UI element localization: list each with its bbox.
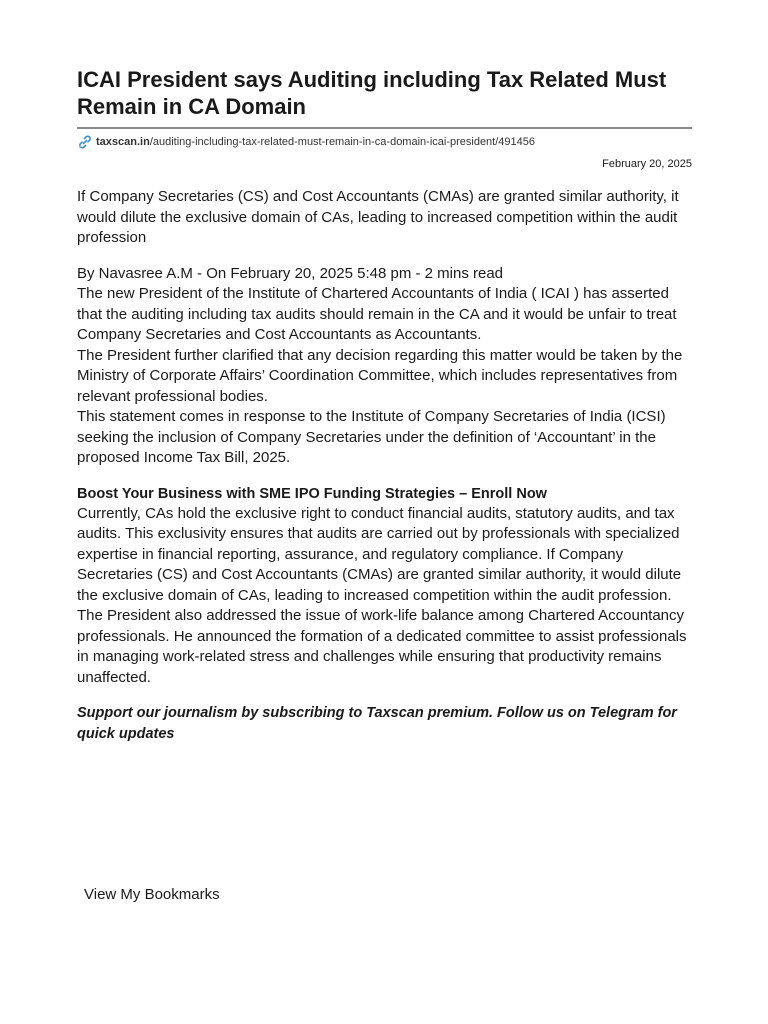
source-domain[interactable]: taxscan.in bbox=[96, 136, 150, 148]
promo-link[interactable]: Boost Your Business with SME IPO Funding Strategies – Enroll Now bbox=[77, 485, 547, 502]
source-url[interactable] bbox=[77, 134, 692, 150]
view-bookmarks-link[interactable]: View My Bookmarks bbox=[84, 886, 220, 903]
article-lede: If Company Secretaries (CS) and Cost Accountants (CMAs) are granted similar authority, it would dilute the exclusive domain of CAs, leading to increased competition within the audit profession bbox=[77, 188, 679, 246]
source-path[interactable]: /auditing-including-tax-related-must-remain-in-ca-domain-icai-president/491456 bbox=[149, 136, 535, 148]
paragraph: The new President of the Institute of Chartered Accountants of India ( ICAI ) has asserted that the auditing including tax audits should remain in the CA and it would be unfair to treat Company Secretaries and Cost Accountants as Accountants. bbox=[77, 285, 677, 343]
paragraph: Currently, CAs hold the exclusive right to conduct financial audits, statutory audits, and tax audits. This exclusivity ensures that audits are carried out by professionals with specialized expertise in financial reporting, assurance, and regulatory compliance. If Company Secretaries (CS) and Cost Accountants (CMAs) are granted similar authority, it would dilute the exclusive domain of CAs, leading to increased competition within the audit profession. bbox=[77, 504, 682, 604]
publish-date: February 20, 2025 bbox=[602, 158, 692, 170]
paragraph: The President further clarified that any decision regarding this matter would be taken by the Ministry of Corporate Affairs’ Coordination Committee, which includes representatives from relevant professional bodies. bbox=[77, 346, 683, 405]
article-byline: By Navasree A.M - On February 20, 2025 5:48 pm - 2 mins read bbox=[77, 264, 504, 282]
link-icon bbox=[77, 134, 93, 150]
paragraph: This statement comes in response to the Institute of Company Secretaries of India (ICSI) seeking the inclusion of Company Secretaries under the definition of ‘Accountant’ in the proposed Income Tax Bill, 2025. bbox=[77, 408, 666, 466]
article bbox=[77, 66, 692, 744]
title-divider bbox=[77, 127, 692, 129]
support-note: Support our journalism by subscribing to Taxscan premium. Follow us on Telegram for quick updates bbox=[77, 705, 677, 742]
article-title: ICAI President says Auditing including Tax Related Must Remain in CA Domain bbox=[77, 67, 667, 119]
paragraph: The President also addressed the issue of work-life balance among Chartered Accountancy professionals. He announced the formation of a dedicated committee to assist professionals in managing work-related stress and challenges while ensuring that productivity remains unaffected. bbox=[77, 607, 687, 686]
